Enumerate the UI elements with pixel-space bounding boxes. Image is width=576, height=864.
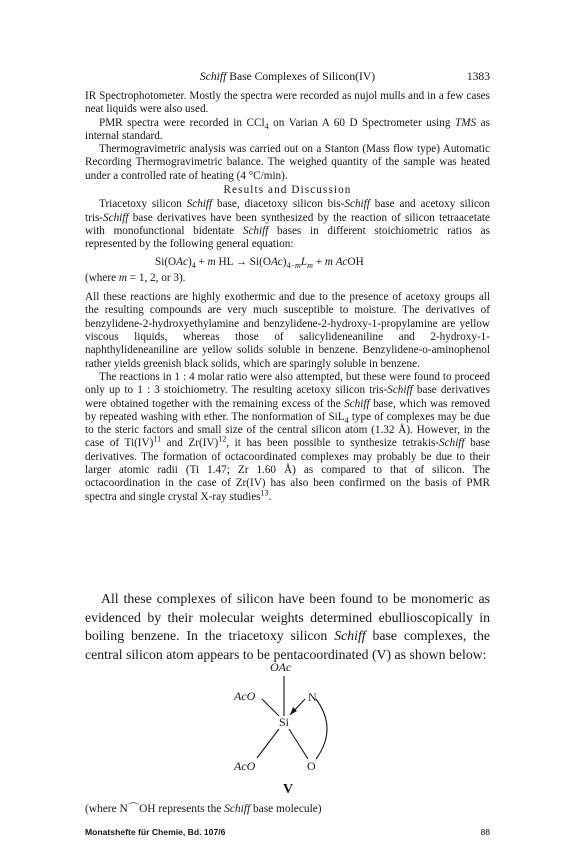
journal-name: Monatshefte für Chemie, Bd. 107/6 <box>85 827 226 837</box>
paragraph-pmr: PMR spectra were recorded in CCl$_4$ on Varian A 60 D Spectrometer using TMS as internal standard. <box>85 116 490 142</box>
oac-top-label: OAc <box>270 660 292 674</box>
aco-left-label: AcO <box>234 689 256 703</box>
chelate-arc <box>316 699 327 759</box>
o-atom-label: O <box>307 759 316 773</box>
section-heading: Results and Discussion <box>223 184 352 197</box>
bond-si-o <box>289 729 308 759</box>
paragraph-exothermic: All these reactions are highly exothermic and due to the presence of acetoxy groups all the resulting compounds are very much susceptible to moisture. The derivatives of benzylidene-2-hydroxyethylamine and benzylidene-2-hydroxy-1-propylamine are yellow viscous liquids, whereas those of salicylideneaniline and 2-hydroxy-1-naphthylideneaniline are yellow solids soluble in benzene. Benzylidene-o-aminophenol rather yields greenish black solids, which are sparingly soluble in benzene. <box>85 291 490 370</box>
page-number: 1383 <box>466 70 490 83</box>
large-paragraph <box>85 590 490 664</box>
running-title: Schiff Base Complexes of Silicon(IV) <box>199 70 376 83</box>
bond-si-aco-bottom <box>257 729 279 758</box>
paragraph-ir: IR Spectrophotometer. Mostly the spectra were recorded as nujol mulls and in a few cases neat liquids were also used. <box>85 90 490 116</box>
structure-label: V <box>282 782 294 797</box>
body-text <box>85 90 490 504</box>
footer-number: 88 <box>480 827 490 837</box>
n-atom-label: N <box>308 690 317 704</box>
structure-caption: (where N⌒OH represents the Schiff base molecule) <box>85 803 322 815</box>
running-header <box>85 70 490 86</box>
si-atom-label: Si <box>279 715 290 729</box>
paragraph-intro: Triacetoxy silicon Schiff base, diacetoxy silicon bis-Schiff base and acetoxy silicon tris-Schiff base derivatives have been synthesized by the reaction of silicon tetraacetate with monofunctional bidentate Schiff bases in different stoichiometric ratios as represented by the following general equation: <box>85 198 491 251</box>
paragraph-tga: Thermogravimetric analysis was carried out on a Stanton (Mass flow type) Automatic Recording Thermogravimetric balance. The weighed quantity of the sample was heated under a controlled rate of heating (4 °C/min). <box>85 143 490 182</box>
paragraph-monomeric: All these complexes of silicon have been found to be monomeric as evidenced by their molecular weights determined ebullioscopically in boiling benzene. In the triacetoxy silicon Schiff base complexes, the central silicon atom appears to be pentacoordinated (V) as shown below: <box>85 591 491 662</box>
footer <box>85 827 490 837</box>
paragraph-reactions: The reactions in 1 : 4 molar ratio were also attempted, but these were found to proceed only up to 1 : 3 stoichiometry. The resulting acetoxy silicon tris-Schiff base derivatives were obtained together with the remaining excess of the Schiff base, which was removed by repeated washing with ether. The nonformation of SiL$_4$ type of complexes may be due to the steric factors and small size of the central silicon atom (1.32 Å). However, in the case of Ti(IV)$^{11}$ and Zr(IV)$^{12}$, it has been possible to synthesize tetrakis-Schiff base derivatives. The formation of octacoordinated complexes may probably be due to their larger atomic radii (Ti 1.47; Zr 1.60 Å) as compared to that of silicon. The octacoordination in the case of Zr(IV) has also been confirmed on the basis of PMR spectra and single crystal X-ray studies$^{13}$. <box>85 370 490 503</box>
bond-si-aco-left <box>262 699 279 716</box>
structure-v-diagram <box>220 659 360 777</box>
equation-where: (where m = 1, 2, or 3). <box>85 271 186 284</box>
aco-bottom-label: AcO <box>234 759 256 773</box>
general-equation: $Si(OAc)_4 + m$ HL → $Si(OAc)_{4-m}L_m + m$ AcOH <box>155 255 364 270</box>
